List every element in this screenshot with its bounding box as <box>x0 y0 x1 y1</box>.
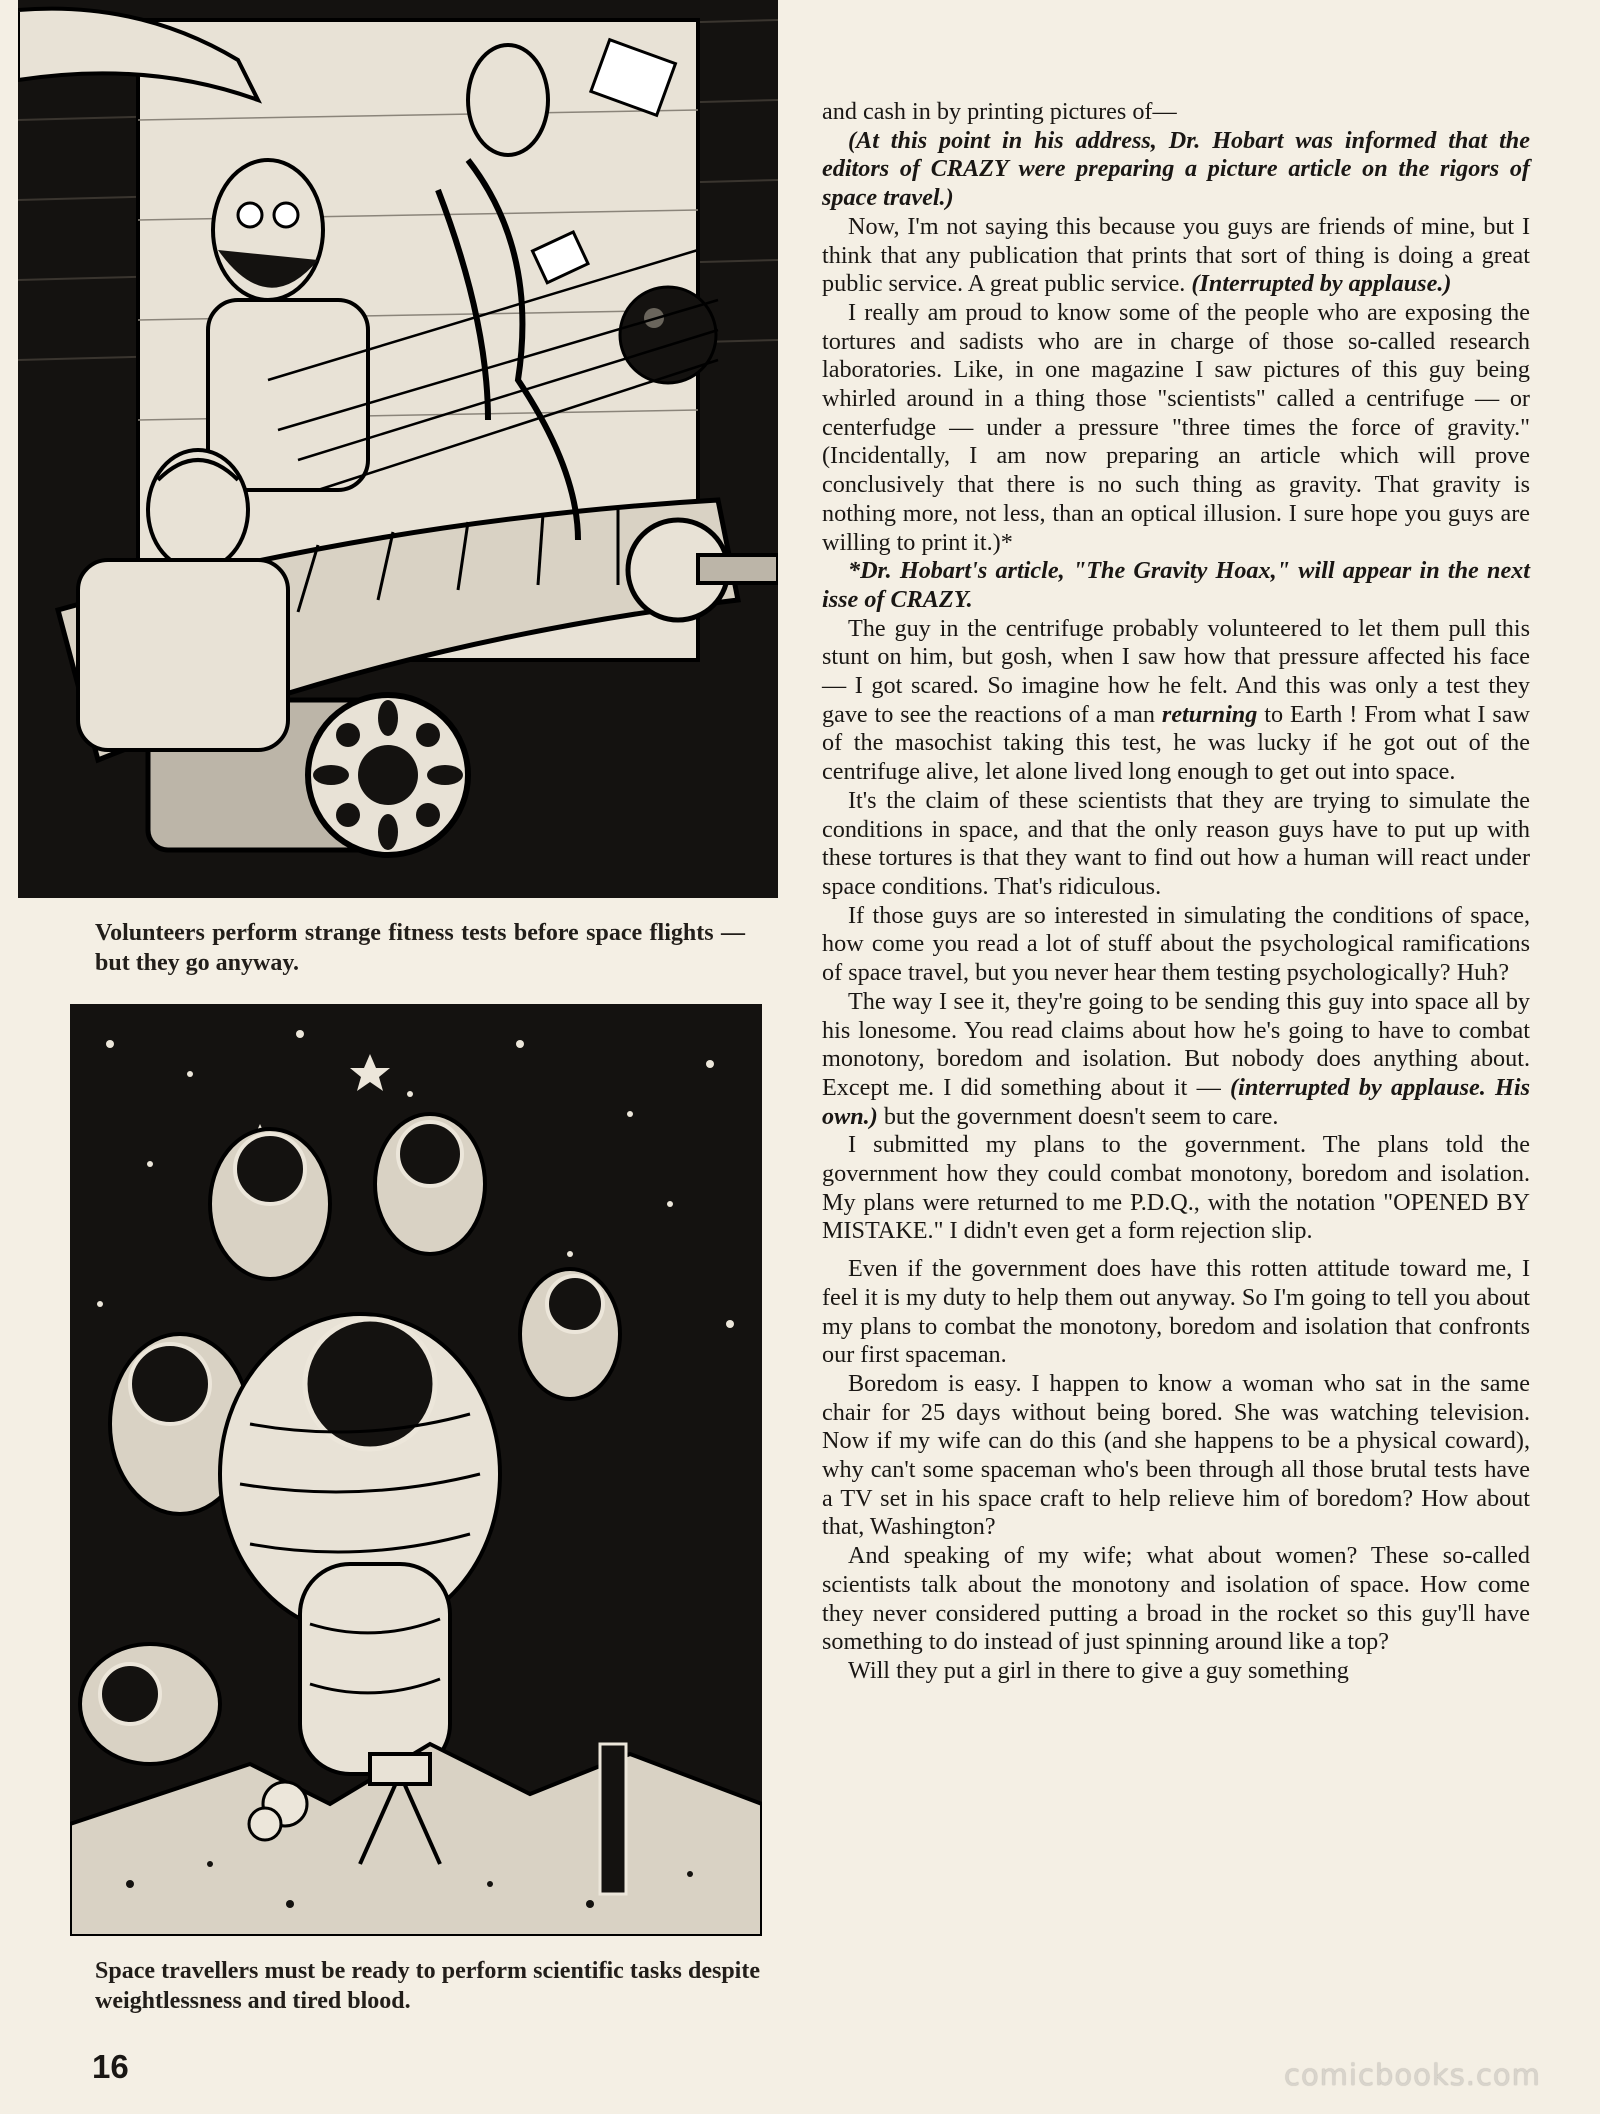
article-paragraph <box>822 1370 1530 1542</box>
weightless-spacemen-illustration <box>70 1004 762 1936</box>
editorial-note: (interrupted by applause. His own.) <box>822 1073 1530 1130</box>
article-text: Boredom is easy. I happen to know a woman who sat in the same chair for 25 days without being bored. She was watching television. Now if my wife can do this (and she happens to be a physical coward), why can't some spaceman who's been through all those brutal tests have a TV set in his space craft to help relieve him of boredom? How about that, Washington? <box>822 1369 1530 1541</box>
article-paragraph <box>822 1255 1530 1370</box>
article-text: And speaking of my wife; what about women? These so-called scientists talk about the monotony and isolation of space. How come they never considered putting a broad in the rocket so this guy'll have something to do instead of just spinning around like a top? <box>822 1542 1530 1656</box>
editorial-note: (Interrupted by applause.) <box>1191 270 1452 298</box>
footnote-text: *Dr. Hobart's article, "The Gravity Hoax," will appear in the next isse of CRAZY. <box>822 557 1530 613</box>
article-text: If those guys are so interested in simulating the conditions of space, how come you read a lot of stuff about the psychological ramifications of space travel, but you never hear them testing psychologically? Huh? <box>822 901 1530 987</box>
article-text: Now, I'm not saying this because you guys are friends of mine, but I think that any publication that prints that sort of thing is doing a great public service. A great public service. <box>822 212 1530 298</box>
article-paragraph <box>822 1657 1530 1686</box>
article-text: I really am proud to know some of the people who are exposing the tortures and sadists who are in charge of those so-called research laboratories. Like, in one magazine I saw pictures of this guy being whirled around in a thing those "scientists" called a centrifuge — or centerfudge — under a pressure "three times the force of gravity." (Incidentally, I am now preparing an article which will prove conclusively that there is no such thing as gravity. That gravity is nothing more, not less, than an optical illusion. I sure hope you guys are willing to print it.)* <box>822 298 1530 556</box>
article-paragraph <box>822 299 1530 557</box>
bottom-illustration-caption: Space travellers must be ready to perform scientific tasks despite weightlessness and tired blood. <box>95 1958 760 2014</box>
article-paragraph <box>822 213 1530 299</box>
footnote <box>822 557 1530 614</box>
article-text: to Earth ! From what I saw of the masochist taking this test, he was lucky if he got out of the centrifuge alive, let alone lived long enough to get out into space. <box>822 700 1530 786</box>
article-paragraph <box>822 615 1530 787</box>
top-illustration-caption: Volunteers perform strange fitness tests before space flights — but they go anyway. <box>95 920 745 976</box>
article-text: I submitted my plans to the government. The plans told the government how they could combat monotony, boredom and isolation. My plans were returned to me P.D.Q., with the notation "OPENED BY MISTAKE." I didn't even get a form rejection slip. <box>822 1131 1530 1245</box>
emphasis-text: returning <box>1161 700 1258 728</box>
spacemen-drawing <box>70 1004 762 1936</box>
article-paragraph <box>822 1131 1530 1246</box>
article-paragraph <box>822 1542 1530 1657</box>
article-text: It's the claim of these scientists that they are trying to simulate the conditions in space, and that the only reason guys have to put up with these tortures is that they want to find out how a human will react under space conditions. That's ridiculous. <box>822 786 1530 900</box>
article-paragraph <box>822 127 1530 213</box>
article-paragraph <box>822 902 1530 988</box>
centrifuge-illustration <box>18 0 778 898</box>
article-text: Will they put a girl in there to give a guy something <box>848 1656 1349 1684</box>
article-body <box>822 98 1530 1686</box>
article-text: and cash in by printing pictures of— <box>822 98 1177 125</box>
page-number: 16 <box>92 2048 129 2085</box>
article-paragraph <box>822 98 1530 127</box>
article-text: The way I see it, they're going to be sending this guy into space all by his lonesome. You read claims about how he's going to have to combat monotony, boredom and isolation. But nobody does anything about. Except me. I did something about it — <box>822 987 1530 1101</box>
centrifuge-drawing <box>18 0 778 898</box>
article-text: Even if the government does have this rotten attitude toward me, I feel it is my duty to help them out anyway. So I'm going to tell you about my plans to combat the monotony, boredom and isolation that confronts our first spaceman. <box>822 1255 1530 1369</box>
editorial-note: (At this point in his address, Dr. Hobart was informed that the editors of CRAZY were preparing a picture article on the rigors of space travel.) <box>822 126 1530 212</box>
article-text: The guy in the centrifuge probably volunteered to let them pull this stunt on him, but gosh, when I saw how that pressure affected his face — I got scared. So imagine how he felt. And this was only a test they gave to see the reactions of a man <box>822 614 1530 728</box>
watermark: comicbooks.com <box>1284 2058 1541 2092</box>
article-paragraph <box>822 988 1530 1132</box>
article-paragraph <box>822 787 1530 902</box>
article-text: but the government doesn't seem to care. <box>877 1102 1279 1130</box>
